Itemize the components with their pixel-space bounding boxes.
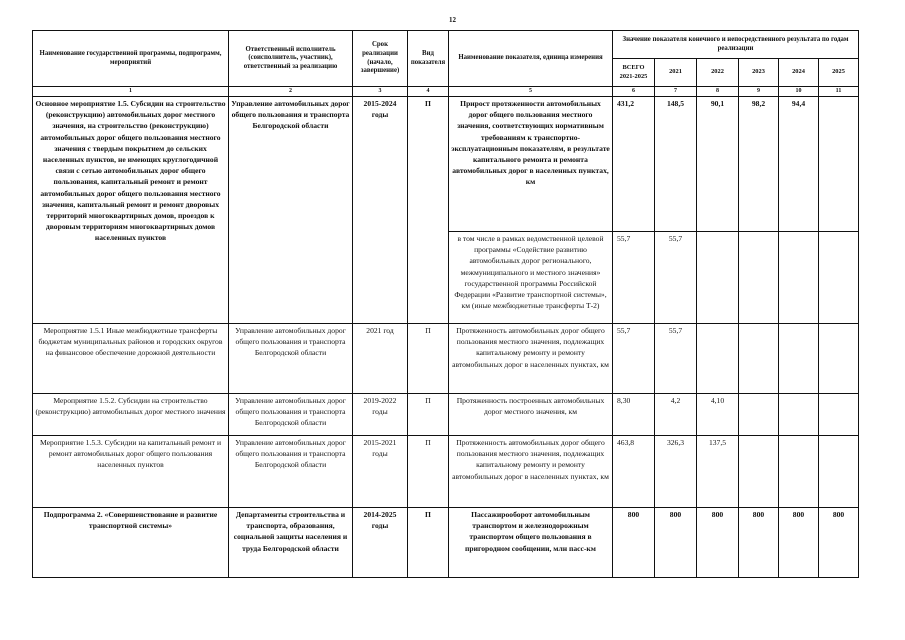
row-value [779, 324, 819, 394]
row-value: 800 [819, 508, 859, 578]
row-value [779, 394, 819, 436]
row-value [819, 394, 859, 436]
col-number: 9 [739, 87, 779, 97]
row-term: 2019-2022 годы [353, 394, 408, 436]
row-value [819, 232, 859, 324]
row-term: 2014-2025 годы [353, 508, 408, 578]
header-year: 2022 [697, 59, 739, 87]
row-kind: П [408, 436, 449, 508]
row-kind: П [408, 394, 449, 436]
row-value: 800 [739, 508, 779, 578]
row-executor: Управление автомобильных дорог общего пользования и транспорта Белгородской области [229, 97, 353, 324]
row-total: 55,7 [613, 324, 655, 394]
row-total: 431,2 [613, 97, 655, 232]
row-total: 55,7 [613, 232, 655, 324]
header-kind: Вид показателя [408, 31, 449, 87]
row-value [779, 232, 819, 324]
row-value [819, 324, 859, 394]
row-executor: Департаменты строительства и транспорта, образования, социальной защиты населения и труда Белгородской области [229, 508, 353, 578]
table-row [33, 508, 859, 578]
row-value: 148,5 [655, 97, 697, 232]
row-indicator: Протяженность автомобильных дорог общего пользования местного значения, подлежащих капитальному ремонту и ремонту автомобильных дорог в населенных пунктах, км [449, 324, 613, 394]
table-row [33, 324, 859, 394]
row-value [739, 436, 779, 508]
row-value [739, 324, 779, 394]
row-term: 2015-2021 годы [353, 436, 408, 508]
row-value: 90,1 [697, 97, 739, 232]
col-number: 3 [353, 87, 408, 97]
col-number: 11 [819, 87, 859, 97]
row-value: 94,4 [779, 97, 819, 232]
row-value [779, 436, 819, 508]
table-row [33, 436, 859, 508]
header-year: 2024 [779, 59, 819, 87]
row-total: 463,8 [613, 436, 655, 508]
row-name: Подпрограмма 2. «Совершенствование и развитие транспортной системы» [33, 508, 229, 578]
col-number: 10 [779, 87, 819, 97]
row-executor: Управление автомобильных дорог общего пользования и транспорта Белгородской области [229, 436, 353, 508]
row-value: 800 [779, 508, 819, 578]
row-name: Мероприятие 1.5.2. Субсидии на строительство (реконструкцию) автомобильных дорог местного значения [33, 394, 229, 436]
row-indicator: Пассажирооборот автомобильным транспортом и железнодорожным транспортом общего пользования в пригородном сообщении, млн пасс-км [449, 508, 613, 578]
table-row [33, 394, 859, 436]
row-value: 326,3 [655, 436, 697, 508]
row-indicator: Протяженность построенных автомобильных дорог местного значения, км [449, 394, 613, 436]
row-value: 55,7 [655, 232, 697, 324]
row-value: 4,10 [697, 394, 739, 436]
col-number: 4 [408, 87, 449, 97]
row-value [697, 232, 739, 324]
header-indicator: Наименование показателя, единица измерения [449, 31, 613, 87]
row-value [697, 324, 739, 394]
header-values-group: Значение показателя конечного и непосредственного результата по годам реализации [613, 31, 859, 59]
row-name: Мероприятие 1.5.1 Иные межбюджетные трансферты бюджетам муниципальных районов и городских округов на финансовое обеспечение дорожной деятельности [33, 324, 229, 394]
header-year: 2025 [819, 59, 859, 87]
header-name: Наименование государственной программы, подпрограмм, мероприятий [33, 31, 229, 87]
col-number: 2 [229, 87, 353, 97]
row-kind: П [408, 324, 449, 394]
col-number: 5 [449, 87, 613, 97]
row-term: 2021 год [353, 324, 408, 394]
header-total: ВСЕГО 2021-2025 [613, 59, 655, 87]
col-number: 6 [613, 87, 655, 97]
row-indicator: Протяженность автомобильных дорог общего пользования местного значения, подлежащих капитальному ремонту и ремонту автомобильных дорог в населенных пунктах, км [449, 436, 613, 508]
row-total: 800 [613, 508, 655, 578]
row-value: 4,2 [655, 394, 697, 436]
row-value [819, 436, 859, 508]
row-value: 98,2 [739, 97, 779, 232]
page-number: 12 [449, 16, 456, 24]
row-executor: Управление автомобильных дорог общего пользования и транспорта Белгородской области [229, 324, 353, 394]
row-kind: П [408, 508, 449, 578]
indicators-table [32, 30, 859, 578]
row-kind: П [408, 97, 449, 324]
row-total: 8,30 [613, 394, 655, 436]
row-term: 2015-2024 годы [353, 97, 408, 324]
header-term: Срок реализации (начало, завершение) [353, 31, 408, 87]
row-value [739, 232, 779, 324]
row-value: 800 [697, 508, 739, 578]
row-value [819, 97, 859, 232]
row-value: 800 [655, 508, 697, 578]
row-value [739, 394, 779, 436]
row-indicator: в том числе в рамках ведомственной целевой программы «Содействие развитию автомобильных дорог регионального, межмуниципального и местного значения» государственной программы Российской Федерации «Развитие транспортной системы», км (иные межбюджетные трансферты Т-2) [449, 232, 613, 324]
table-row [33, 97, 859, 232]
col-number: 7 [655, 87, 697, 97]
row-name: Мероприятие 1.5.3. Субсидии на капитальный ремонт и ремонт автомобильных дорог общего пользования населенных пунктов [33, 436, 229, 508]
row-indicator: Прирост протяженности автомобильных дорог общего пользования местного значения, соответствующих нормативным требованиям к транспортно-эксплуатационным показателям, в результате капитального ремонта и ремонта автомобильных дорог в населенных пунктах, км [449, 97, 613, 232]
row-executor: Управление автомобильных дорог общего пользования и транспорта Белгородской области [229, 394, 353, 436]
row-name: Основное мероприятие 1.5. Субсидии на строительство (реконструкцию) автомобильных дорог местного значения, на строительство (реконструкцию) автомобильных дорог общего пользования местного значения с твердым покрытием до сельских населенных пунктов, не имеющих круглогодичной связи с сетью автомобильных дорог общего пользования, капитальный ремонт и ремонт автомобильных дорог общего пользования местного значения, капитальный ремонт и ремонт дворовых территорий многоквартирных домов, проездов к дворовым территориям многоквартирных домов населенных пунктов [33, 97, 229, 324]
col-number: 8 [697, 87, 739, 97]
row-value: 55,7 [655, 324, 697, 394]
header-year: 2021 [655, 59, 697, 87]
col-number: 1 [33, 87, 229, 97]
header-year: 2023 [739, 59, 779, 87]
header-executor: Ответственный исполнитель (соисполнитель, участник), ответственный за реализацию [229, 31, 353, 87]
row-value: 137,5 [697, 436, 739, 508]
